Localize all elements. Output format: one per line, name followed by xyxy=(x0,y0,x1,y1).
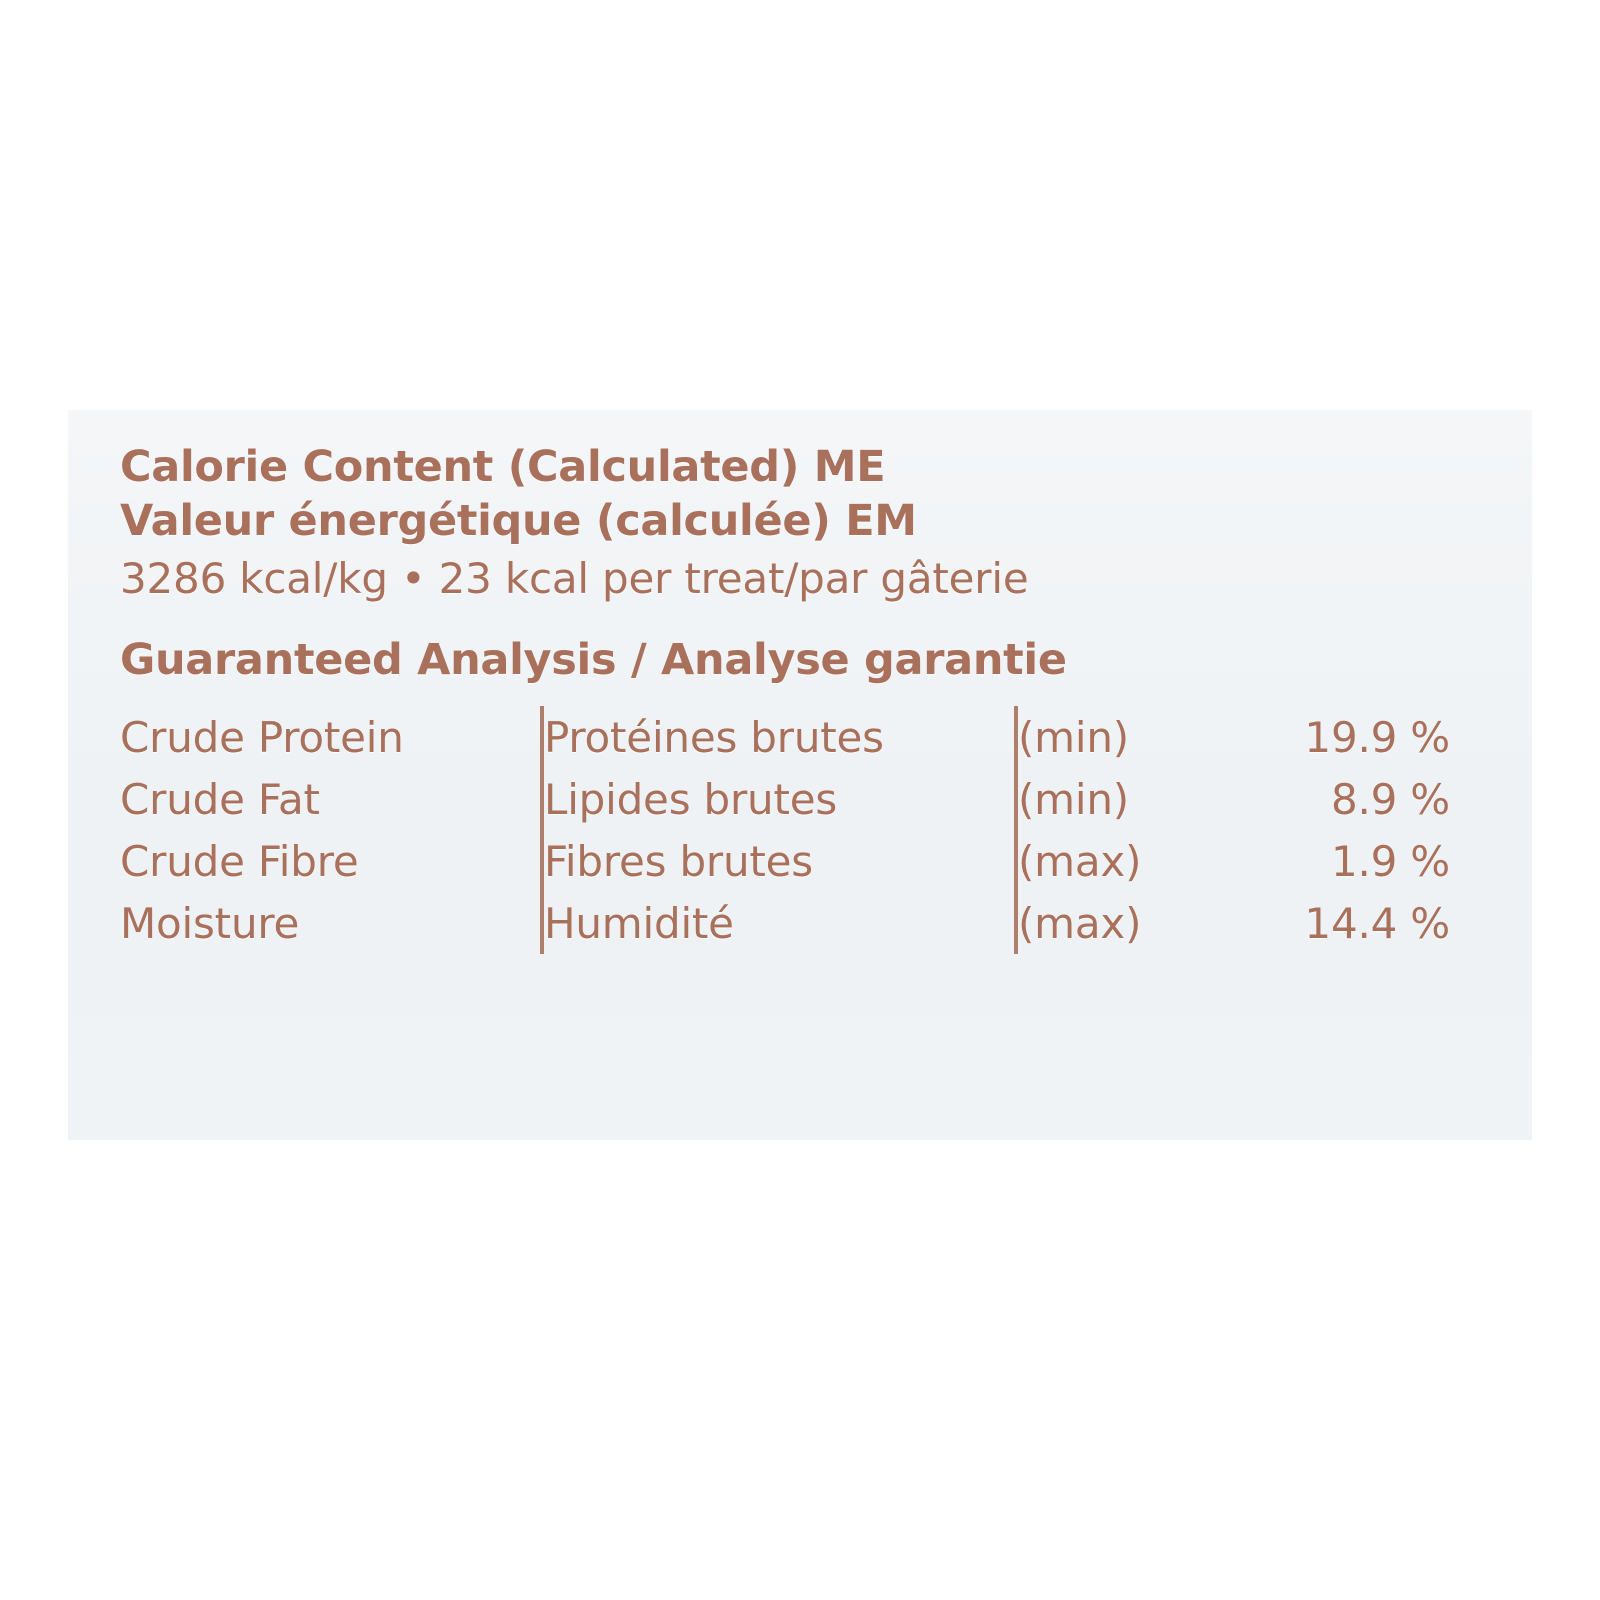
nutrient-qualifier: (max) xyxy=(1016,830,1228,892)
label-content xyxy=(120,440,1480,954)
nutrient-value: 14.4 % xyxy=(1304,898,1450,948)
nutrient-value: 8.9 % xyxy=(1330,774,1450,824)
nutrient-name-fr: Lipides brutes xyxy=(542,768,1016,830)
table-row xyxy=(120,830,1450,892)
nutrient-name-en: Moisture xyxy=(120,898,300,948)
calorie-content-heading-en: Calorie Content (Calculated) ME xyxy=(120,442,886,492)
nutrient-value: 19.9 % xyxy=(1304,712,1450,762)
nutrient-qualifier: (min) xyxy=(1016,706,1228,768)
table-row xyxy=(120,706,1450,768)
calorie-content-heading-fr: Valeur énergétique (calculée) EM xyxy=(120,496,917,546)
nutrient-qualifier: (min) xyxy=(1016,768,1228,830)
nutrient-name-en: Crude Protein xyxy=(120,712,404,762)
nutrient-qualifier: (max) xyxy=(1016,892,1228,954)
nutrient-name-en: Crude Fat xyxy=(120,774,320,824)
guaranteed-analysis-heading: Guaranteed Analysis / Analyse garantie xyxy=(120,635,1067,685)
table-row xyxy=(120,768,1450,830)
nutrient-name-fr: Protéines brutes xyxy=(542,706,1016,768)
calorie-content-values: 3286 kcal/kg • 23 kcal per treat/par gâterie xyxy=(120,554,1029,603)
nutrient-value: 1.9 % xyxy=(1330,836,1450,886)
nutrient-name-en: Crude Fibre xyxy=(120,836,359,886)
guaranteed-analysis-table xyxy=(120,706,1450,954)
nutrient-name-fr: Humidité xyxy=(542,892,1016,954)
table-row xyxy=(120,892,1450,954)
nutrient-name-fr: Fibres brutes xyxy=(542,830,1016,892)
